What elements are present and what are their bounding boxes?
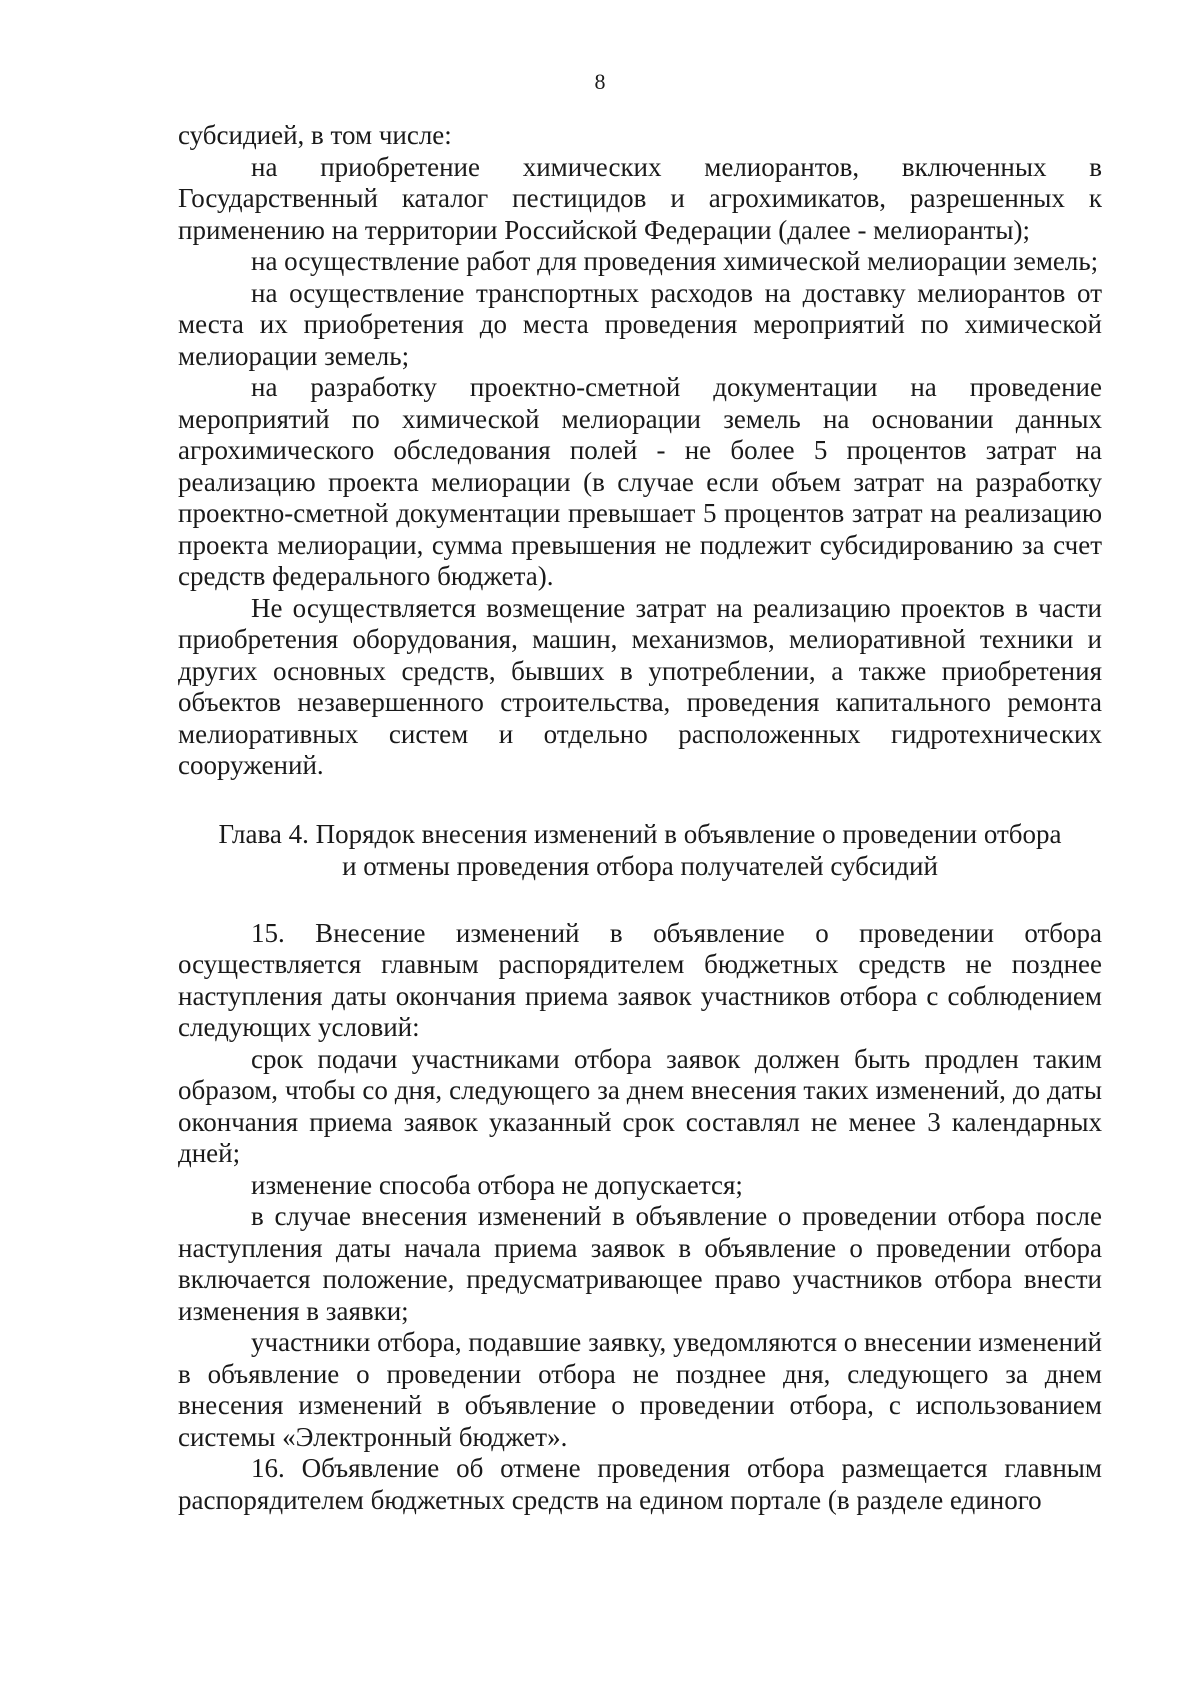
paragraph: на осуществление транспортных расходов на доставку мелиорантов от места их приобретения до места проведения мероприятий по химической мелиорации земель; [178, 277, 1102, 371]
page-number: 8 [594, 69, 606, 94]
paragraph: участники отбора, подавшие заявку, уведомляются о внесении изменений в объявление о проведении отбора не позднее дня, следующего за днем внесения изменений в объявление о проведении отбора, с использованием системы «Электронный бюджет». [178, 1327, 1102, 1452]
document-body [178, 120, 1102, 1516]
chapter-heading-line-2: и отмены проведения отбора получателей субсидий [342, 850, 938, 881]
paragraph: субсидией, в том числе: [178, 120, 452, 150]
paragraph: изменение способа отбора не допускается; [251, 1169, 743, 1200]
paragraph: на осуществление работ для проведения химической мелиорации земель; [251, 246, 1099, 276]
chapter-heading-line-1: Глава 4. Порядок внесения изменений в объявление о проведении отбора [218, 818, 1062, 849]
paragraph: на приобретение химических мелиорантов, включенных в Государственный каталог пестицидов и агрохимикатов, разрешенных к применению на территории Российской Федерации (далее - мелиоранты); [178, 151, 1102, 245]
chapter-heading [178, 818, 1102, 882]
paragraph: Не осуществляется возмещение затрат на реализацию проектов в части приобретения оборудования, машин, механизмов, мелиоративной техники и других основных средств, бывших в употреблении, а также приобретения объектов незавершенного строительства, проведения капитального ремонта мелиоративных систем и отдельно расположенных гидротехнических сооружений. [178, 592, 1102, 780]
paragraph: 15. Внесение изменений в объявление о проведении отбора осуществляется главным распорядителем бюджетных средств не позднее наступления даты окончания приема заявок участников отбора с соблюдением следующих условий: [178, 917, 1102, 1042]
paragraph: на разработку проектно-сметной документации на проведение мероприятий по химической мелиорации земель на основании данных агрохимического обследования полей - не более 5 процентов затрат на реализацию проекта мелиорации (в случае если объем затрат на разработку проектно-сметной документации превышает 5 процентов затрат на реализацию проекта мелиорации, сумма превышения не подлежит субсидированию за счет средств федерального бюджета). [178, 372, 1102, 591]
paragraph: в случае внесения изменений в объявление о проведении отбора после наступления даты начала приема заявок в объявление о проведении отбора включается положение, предусматривающее право участников отбора внести изменения в заявки; [178, 1201, 1102, 1326]
paragraph: 16. Объявление об отмене проведения отбора размещается главным распорядителем бюджетных средств на едином портале (в разделе единого [178, 1453, 1102, 1515]
paragraph: срок подачи участниками отбора заявок должен быть продлен таким образом, чтобы со дня, следующего за днем внесения таких изменений, до даты окончания приема заявок указанный срок составлял не менее 3 календарных дней; [178, 1043, 1102, 1168]
